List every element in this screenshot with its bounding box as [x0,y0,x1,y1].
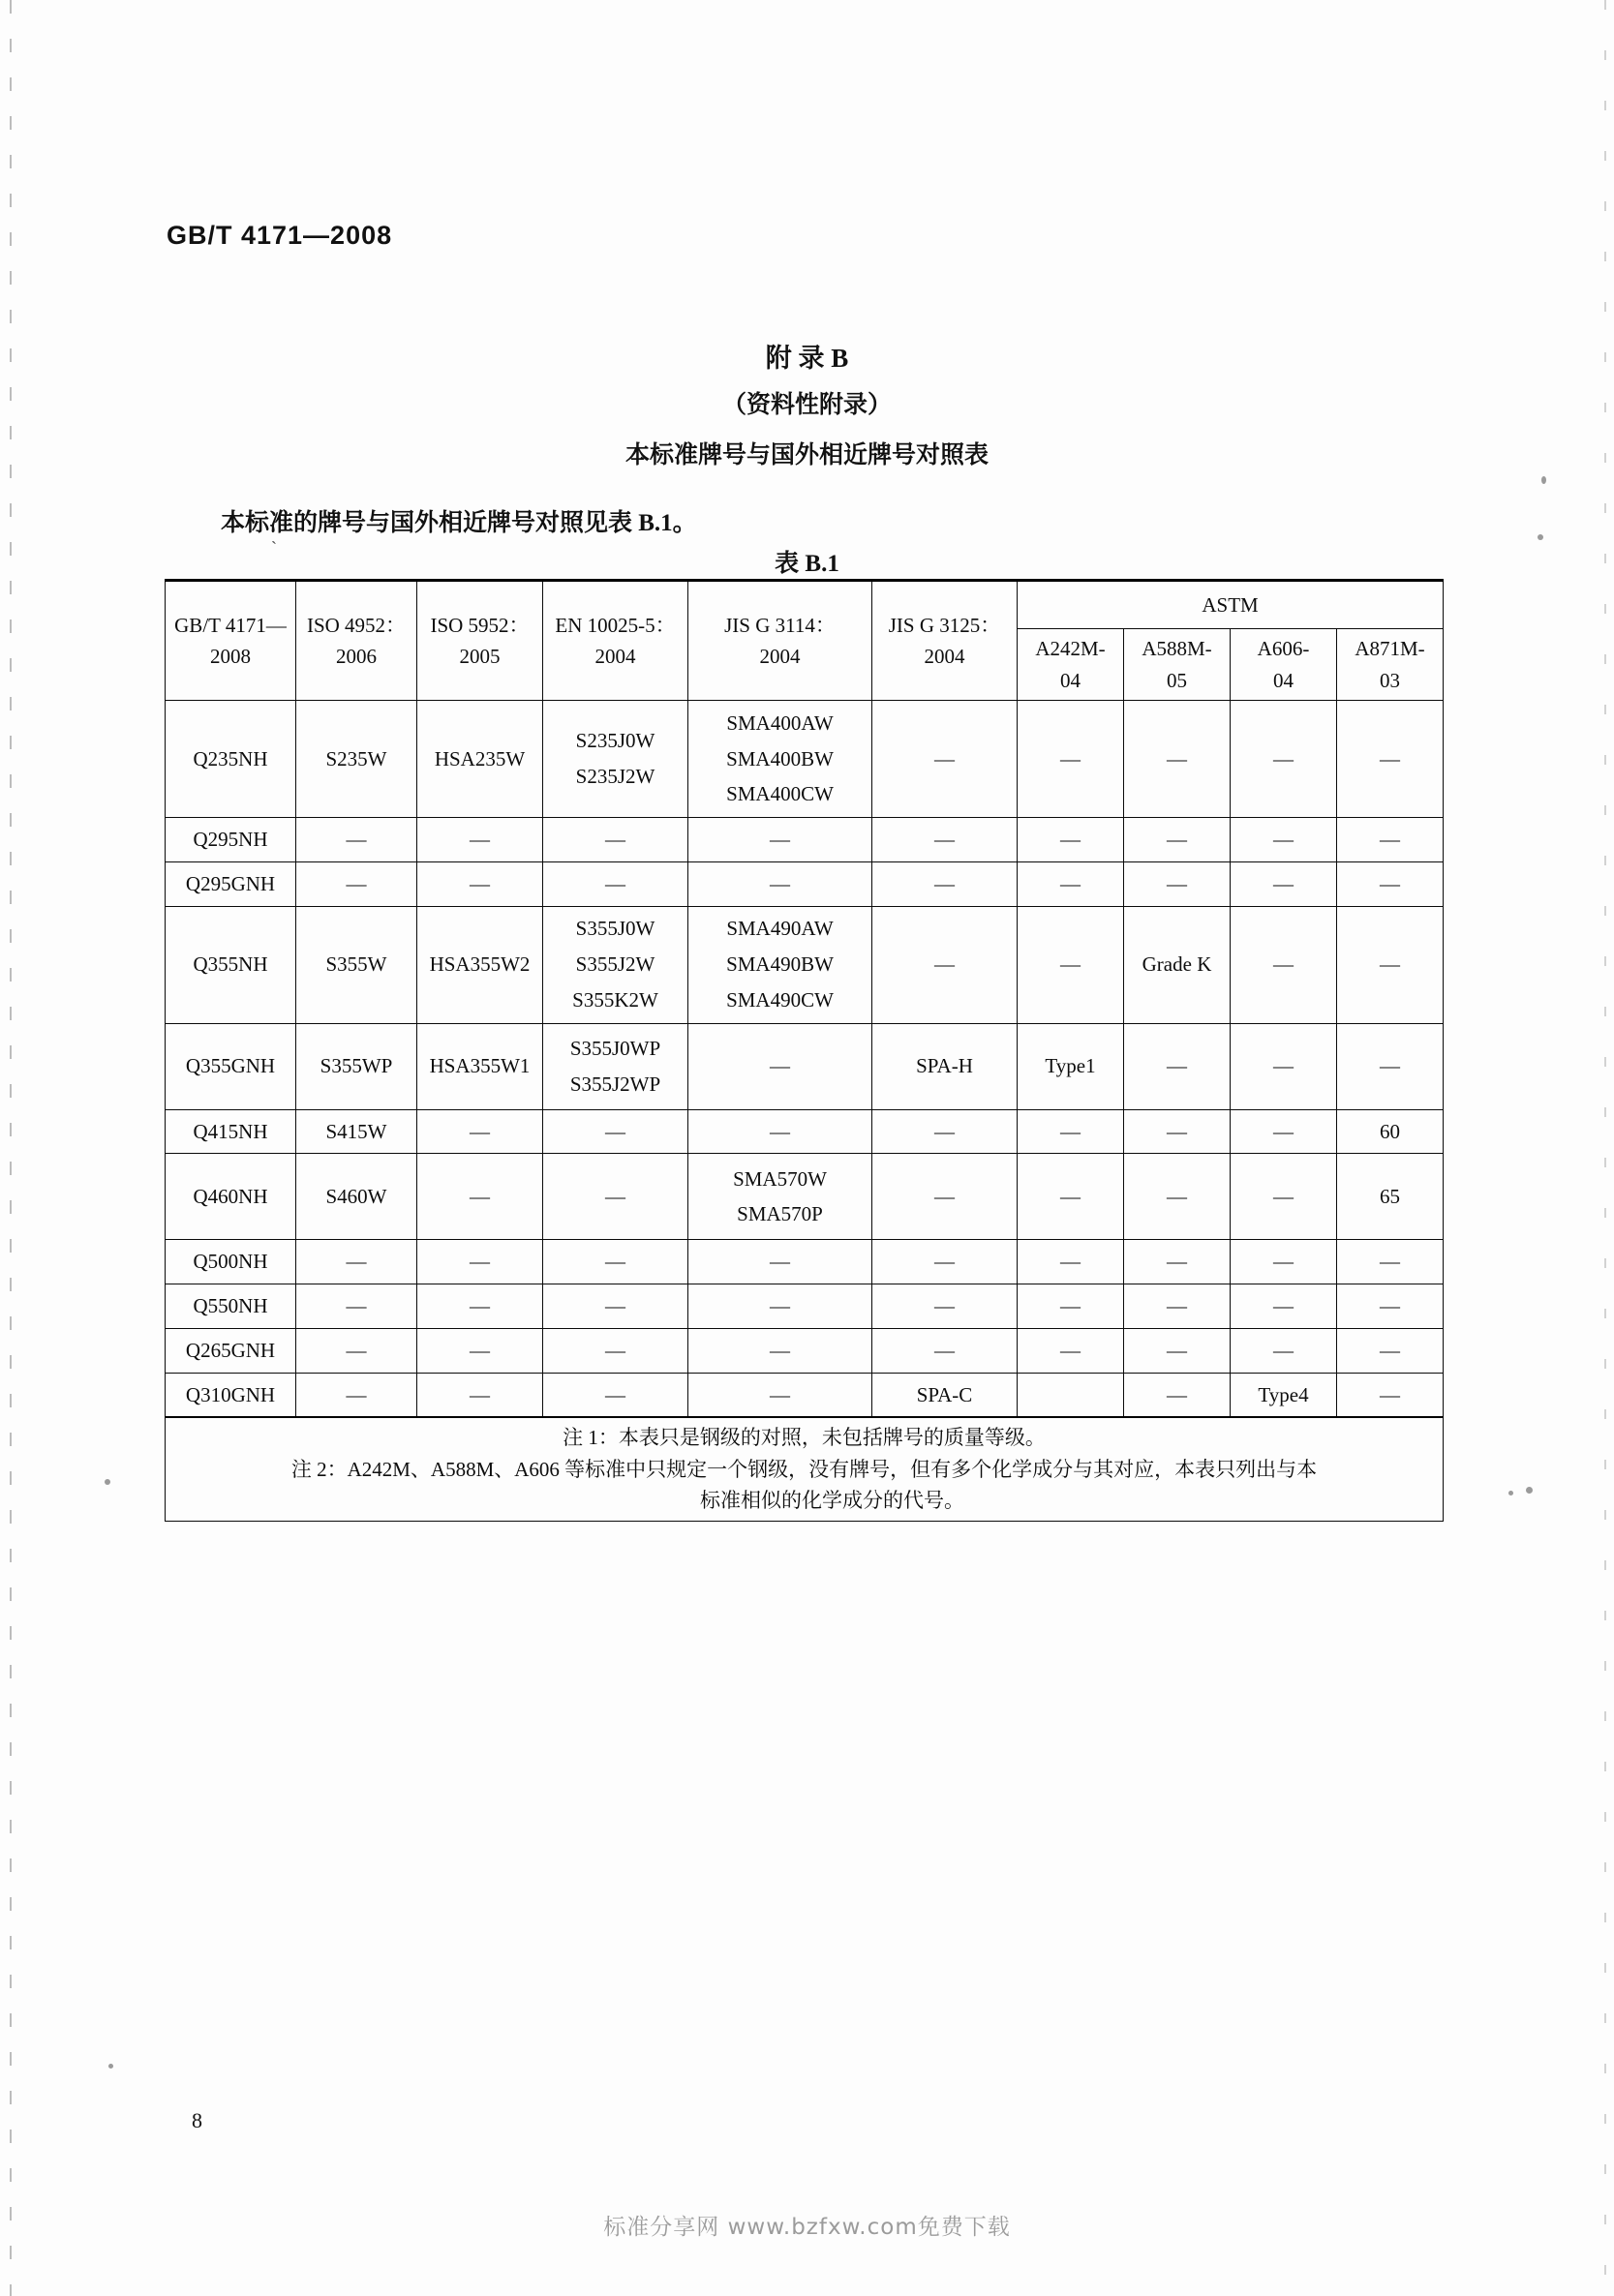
cell-en10025 [543,1023,688,1109]
cell-iso4952: S235W [296,701,417,818]
cell-gb-grade: Q235NH [166,701,296,818]
cell-a606: — [1231,701,1337,818]
cell-line: SMA400AW [726,710,834,735]
cell-a871m: — [1337,701,1444,818]
note-2-line1: 注 2：A242M、A588M、A606 等标准中只规定一个钢级，没有牌号，但有多个化学成分与其对应，本表只列出与本 [290,1457,1318,1481]
cell-a242m: — [1018,1154,1124,1240]
annex-label [0,337,1614,375]
scan-artifact [1538,534,1543,540]
cell-a871m: — [1337,906,1444,1023]
cell-a606: — [1231,1154,1337,1240]
cell-iso5952: — [417,1328,543,1373]
watermark: 标准分享网 www.bzfxw.com免费下载 [603,2215,1011,2240]
cell-line: S235J0W [575,729,655,753]
cell-line: — [770,871,790,895]
cell-a242m: — [1018,818,1124,862]
cell-gb-grade: Q500NH [166,1240,296,1284]
cell-iso5952: — [417,818,543,862]
scan-artifact [1508,1491,1513,1495]
cell-line: — [605,1294,625,1318]
cell-en10025 [543,1284,688,1329]
cell-line: — [605,828,625,852]
cell-a606: — [1231,818,1337,862]
cell-iso4952: S355WP [296,1023,417,1109]
cell-line: S355K2W [572,987,658,1012]
cell-jis3125: — [872,818,1018,862]
note-2-line2: 标准相似的化学成分的代号。 [700,1489,965,1513]
cell-gb-grade: Q415NH [166,1109,296,1154]
cell-iso5952: HSA355W1 [417,1023,543,1109]
cell-iso5952: — [417,861,543,906]
cell-a588m: — [1124,1023,1231,1109]
cell-a871m: 65 [1337,1154,1444,1240]
cell-line: S355J2WP [569,1072,661,1096]
cell-a242m [1018,1373,1124,1417]
cell-a242m: — [1018,1240,1124,1284]
cell-jis3125: — [872,1240,1018,1284]
cell-jis3114 [688,1154,872,1240]
cell-jis3114 [688,1373,872,1417]
cell-line: — [770,828,790,852]
cell-a606: — [1231,1109,1337,1154]
table-header-row-group [166,581,1444,629]
cell-jis3125: — [872,1284,1018,1329]
cell-gb-grade: Q355GNH [166,1023,296,1109]
cell-iso5952: HSA235W [417,701,543,818]
table-body [166,701,1444,1418]
comparison-table-wrap [165,579,1443,1522]
header-astm-a588m: A588M- 05 [1124,629,1231,701]
header-iso4952: ISO 4952： 2006 [296,581,417,701]
cell-iso5952: — [417,1373,543,1417]
table-caption: 表 B.1 [775,551,839,577]
cell-iso5952: — [417,1284,543,1329]
cell-en10025 [543,1373,688,1417]
cell-a588m: — [1124,861,1231,906]
cell-en10025 [543,1240,688,1284]
header-jis3114: JIS G 3114： 2004 [688,581,872,701]
cell-en10025 [543,818,688,862]
cell-en10025 [543,1109,688,1154]
cell-a588m: — [1124,818,1231,862]
annex-title: 本标准牌号与国外相近牌号对照表 [624,442,989,468]
table-row [166,1284,1444,1329]
cell-iso4952: — [296,1373,417,1417]
scan-artifact [1541,476,1546,484]
cell-jis3114 [688,701,872,818]
cell-iso5952: HSA355W2 [417,906,543,1023]
cell-line: — [770,1250,790,1274]
annex-type: （资料性附录） [721,392,892,418]
cell-line: SMA490AW [726,917,834,941]
cell-line: SMA400CW [726,782,834,806]
cell-line: S355J2W [575,952,655,977]
cell-a588m: — [1124,1154,1231,1240]
cell-iso4952: — [296,861,417,906]
cell-a588m: — [1124,1373,1231,1417]
cell-jis3125: — [872,701,1018,818]
cell-a242m: Type1 [1018,1023,1124,1109]
cell-a606: — [1231,1240,1337,1284]
cell-a871m: 60 [1337,1109,1444,1154]
cell-a871m: — [1337,818,1444,862]
cell-en10025 [543,1328,688,1373]
cell-a606: — [1231,861,1337,906]
scan-artifact [1526,1487,1533,1494]
header-astm-group: ASTM [1018,581,1444,629]
cell-jis3125: SPA-H [872,1023,1018,1109]
cell-jis3125: — [872,1109,1018,1154]
cell-iso4952: — [296,818,417,862]
cell-gb-grade: Q295GNH [166,861,296,906]
cell-line: — [605,1250,625,1274]
cell-line: — [605,1119,625,1143]
cell-line: S355J0WP [569,1036,661,1060]
cell-a871m: — [1337,861,1444,906]
cell-iso4952: S355W [296,906,417,1023]
cell-gb-grade: Q355NH [166,906,296,1023]
cell-en10025 [543,861,688,906]
cell-a588m: — [1124,701,1231,818]
cell-a606: — [1231,906,1337,1023]
scan-artifact [105,1479,110,1485]
cell-iso4952: — [296,1240,417,1284]
table-row [166,906,1444,1023]
cell-line: S235J2W [575,765,655,789]
cell-gb-grade: Q295NH [166,818,296,862]
cell-line: — [770,1119,790,1143]
cell-jis3114 [688,1023,872,1109]
cell-a871m: — [1337,1328,1444,1373]
cell-jis3114 [688,906,872,1023]
cell-line: — [770,1382,790,1406]
cell-jis3114 [688,1109,872,1154]
cell-a871m: — [1337,1284,1444,1329]
cell-jis3125: — [872,1328,1018,1373]
table-row [166,1240,1444,1284]
grade-comparison-table [165,579,1444,1522]
cell-a588m: — [1124,1109,1231,1154]
cell-line: S355J0W [575,917,655,941]
cell-a606: Type4 [1231,1373,1337,1417]
cell-jis3125: — [872,861,1018,906]
cell-jis3114 [688,1284,872,1329]
standard-number-header: GB/T 4171—2008 [167,221,393,250]
header-en10025: EN 10025-5： 2004 [543,581,688,701]
cell-a588m: — [1124,1240,1231,1284]
cell-a242m: — [1018,701,1124,818]
cell-a871m: — [1337,1240,1444,1284]
header-gbt: GB/T 4171— 2008 [166,581,296,701]
header-astm-a242m: A242M- 04 [1018,629,1124,701]
cell-en10025 [543,906,688,1023]
cell-en10025 [543,1154,688,1240]
cell-line: — [770,1294,790,1318]
cell-iso4952: — [296,1284,417,1329]
cell-iso4952: S415W [296,1109,417,1154]
table-row [166,1109,1444,1154]
cell-line: — [770,1054,790,1078]
cell-iso5952: — [417,1240,543,1284]
cell-gb-grade: Q550NH [166,1284,296,1329]
scan-artifact: ` [271,538,277,558]
cell-jis3114 [688,1240,872,1284]
cell-a606: — [1231,1284,1337,1329]
cell-line: SMA570W [733,1166,827,1191]
cell-a588m: — [1124,1328,1231,1373]
cell-jis3125: — [872,906,1018,1023]
note-1: 注 1：本表只是钢级的对照，未包括牌号的质量等级。 [563,1426,1046,1450]
cell-a242m: — [1018,906,1124,1023]
cell-iso4952: S460W [296,1154,417,1240]
annex-label-text: 附 录 B [765,344,849,373]
intro-paragraph: 本标准的牌号与国外相近牌号对照见表 B.1。 [221,510,697,536]
cell-line: — [605,1338,625,1362]
cell-line: SMA490BW [726,952,834,977]
table-notes-row [166,1417,1444,1521]
header-astm-a871m: A871M- 03 [1337,629,1444,701]
cell-a242m: — [1018,1109,1124,1154]
cell-iso5952: — [417,1154,543,1240]
header-jis3125: JIS G 3125： 2004 [872,581,1018,701]
cell-jis3114 [688,818,872,862]
cell-en10025 [543,701,688,818]
cell-a242m: — [1018,861,1124,906]
cell-jis3114 [688,1328,872,1373]
cell-jis3125: — [872,1154,1018,1240]
cell-jis3114 [688,861,872,906]
page-number: 8 [192,2108,202,2132]
table-row [166,818,1444,862]
cell-a871m: — [1337,1023,1444,1109]
cell-gb-grade: Q310GNH [166,1373,296,1417]
cell-gb-grade: Q460NH [166,1154,296,1240]
table-row [166,1373,1444,1417]
cell-jis3125: SPA-C [872,1373,1018,1417]
cell-iso5952: — [417,1109,543,1154]
cell-a871m: — [1337,1373,1444,1417]
cell-line: — [605,1382,625,1406]
cell-line: — [770,1338,790,1362]
scan-artifact [108,2064,113,2069]
cell-line: — [605,1184,625,1208]
cell-a242m: — [1018,1328,1124,1373]
cell-a606: — [1231,1023,1337,1109]
cell-a588m: Grade K [1124,906,1231,1023]
table-notes [166,1417,1444,1521]
cell-line: SMA400BW [726,746,834,770]
cell-a606: — [1231,1328,1337,1373]
header-iso5952: ISO 5952： 2005 [417,581,543,701]
table-row [166,1023,1444,1109]
cell-gb-grade: Q265GNH [166,1328,296,1373]
cell-iso4952: — [296,1328,417,1373]
cell-line: — [605,871,625,895]
header-astm-a606: A606- 04 [1231,629,1337,701]
cell-line: SMA570P [737,1202,823,1226]
table-row [166,1154,1444,1240]
cell-a242m: — [1018,1284,1124,1329]
cell-a588m: — [1124,1284,1231,1329]
table-row [166,1328,1444,1373]
cell-line: SMA490CW [726,987,834,1012]
table-row [166,701,1444,818]
table-row [166,861,1444,906]
